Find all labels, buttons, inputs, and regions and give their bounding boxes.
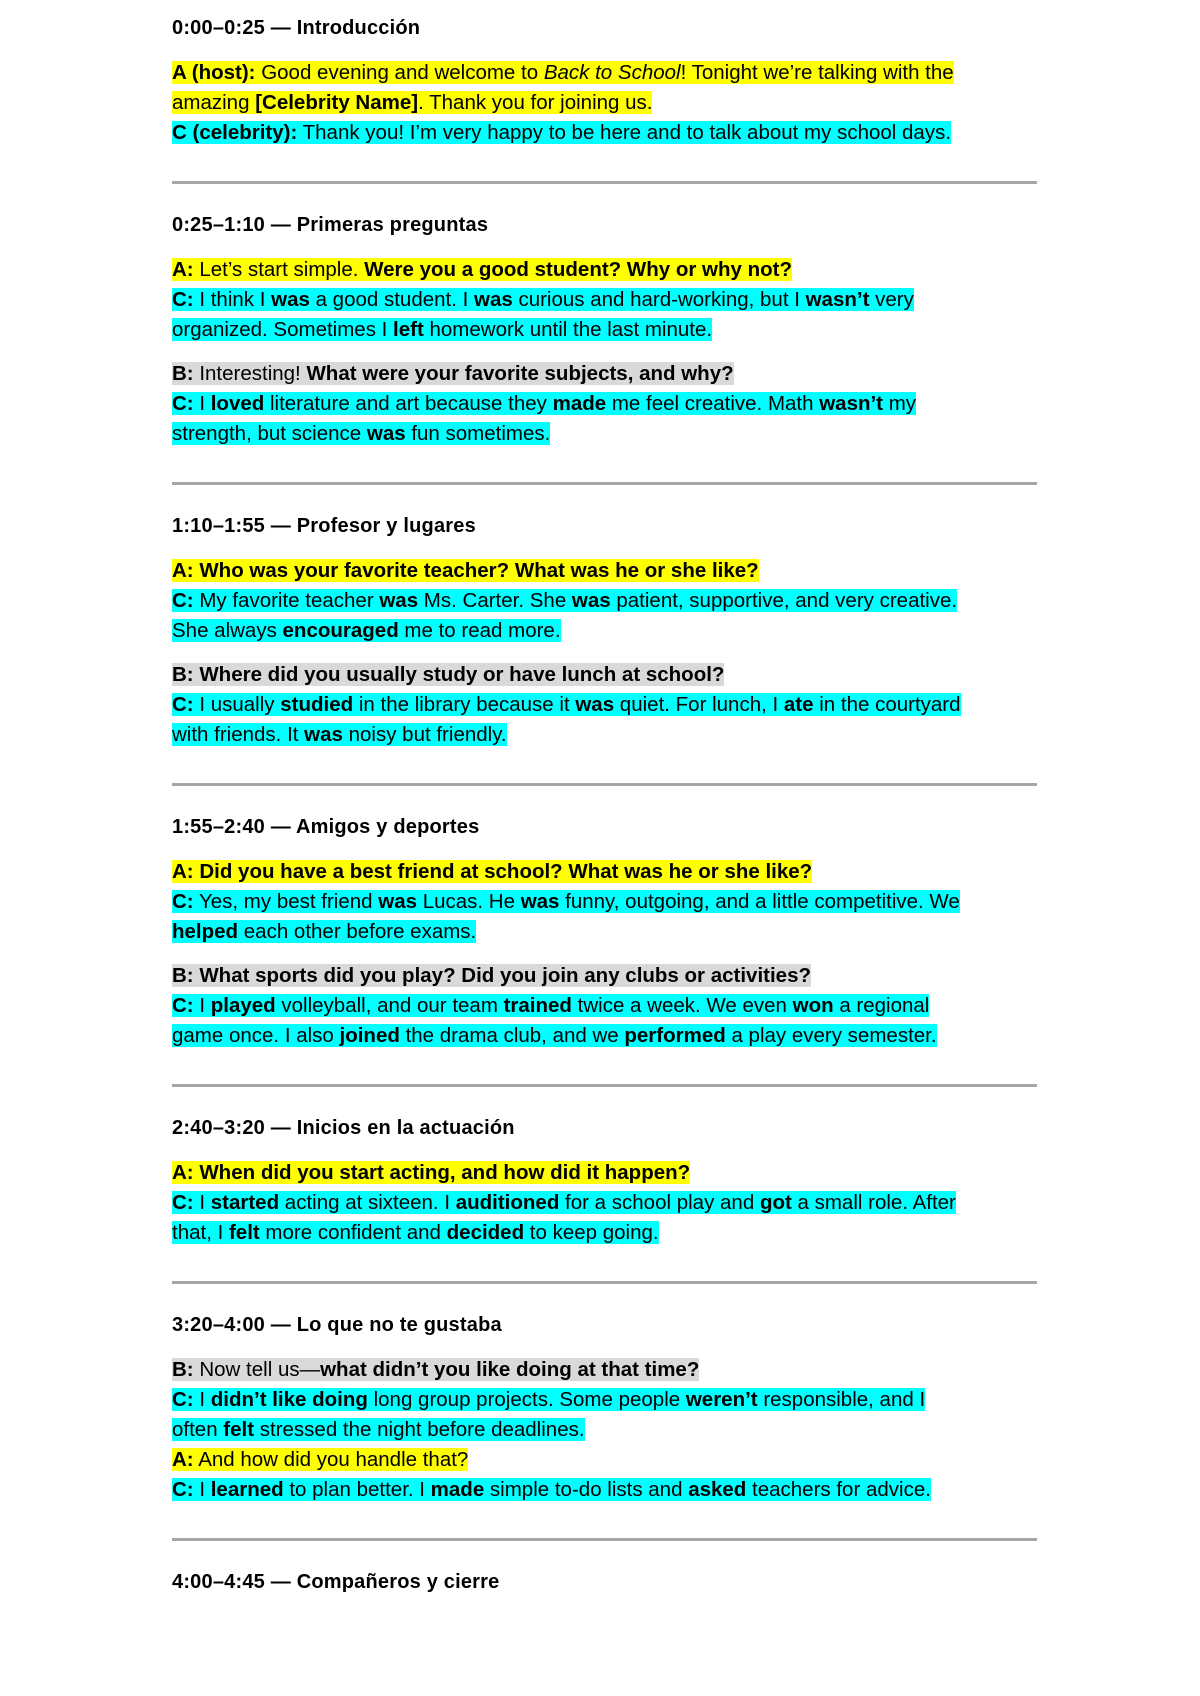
text-run: Interesting! [193,362,307,385]
text-run: I usually [193,693,281,716]
text-run: I [193,392,211,415]
text-run: often [172,1418,224,1441]
dialogue-line [172,857,1037,887]
text-run: teachers for advice. [746,1478,931,1501]
bold-text: C: [172,1478,194,1501]
text-run: acting at sixteen. I [279,1191,456,1214]
bold-text: learned [210,1478,284,1501]
text-run: me to read more. [398,619,561,642]
section-heading: 2:40–3:20 — Inicios en la actuación [172,1117,515,1139]
section [172,799,1037,1051]
text-run: for a school play and [559,1191,760,1214]
text-run: Now tell us— [193,1358,321,1381]
dialogue-line [172,1218,1037,1248]
text-run: to keep going. [524,1221,659,1244]
dialogue-line [172,1415,1037,1445]
bold-text: was [520,890,560,913]
dialogue-line [172,389,1037,419]
text-run: She always [172,619,283,642]
section-divider [172,482,1037,485]
dialogue-line [172,359,1037,389]
dialogue-line [172,1021,1037,1051]
highlight-cyan [172,723,507,746]
section-heading: 1:10–1:55 — Profesor y lugares [172,515,476,537]
section-divider [172,783,1037,786]
bold-text: joined [339,1024,400,1047]
text-run: organized. Sometimes I [172,318,394,341]
section-divider [172,181,1037,184]
text-run: Thank you! I’m very happy to be here and to talk about my school days. [297,121,952,144]
bold-text: was [571,589,611,612]
transcript-content [172,0,1037,1612]
highlight-cyan [172,1418,585,1441]
bold-text: C (celebrity): [172,121,298,144]
text-run: the drama club, and we [399,1024,625,1047]
bold-text: got [759,1191,792,1214]
text-run: I [193,1388,211,1411]
text-run: a regional [833,994,930,1017]
text-run: And how did you handle that? [193,1448,469,1471]
section-heading: 0:00–0:25 — Introducción [172,17,421,39]
highlight-gray [172,362,734,385]
bold-text: B: Where did you usually study or have lunch at school? [172,663,725,686]
dialogue-line [172,1385,1037,1415]
bold-text: A: When did you start acting, and how did it happen? [172,1161,691,1184]
section-divider [172,1538,1037,1541]
highlight-cyan [172,121,951,144]
bold-text: was [366,422,406,445]
text-run: I [193,994,211,1017]
highlight-cyan [172,318,712,341]
bold-text: loved [210,392,265,415]
bold-text: C: [172,1191,194,1214]
text-run: me feel creative. Math [606,392,820,415]
highlight-yellow [172,559,759,582]
text-run: funny, outgoing, and a little competitive. We [559,890,960,913]
bold-text: made [430,1478,485,1501]
dialogue-line [172,887,1037,917]
dialogue-block [172,660,1037,750]
text-run: fun sometimes. [405,422,551,445]
bold-text: decided [446,1221,525,1244]
italic-text: Back to School [543,61,681,84]
highlight-yellow [172,258,792,281]
text-run: more confident and [259,1221,447,1244]
bold-text: played [210,994,276,1017]
bold-text: asked [688,1478,747,1501]
text-run: simple to-do lists and [484,1478,689,1501]
dialogue-line [172,616,1037,646]
dialogue-block [172,556,1037,646]
text-run: that, I [172,1221,229,1244]
text-run: a small role. After [791,1191,956,1214]
text-run: Good evening and welcome to [255,61,544,84]
highlight-cyan [172,994,929,1017]
text-run: patient, supportive, and very creative. [610,589,958,612]
text-run: a play every semester. [725,1024,937,1047]
highlight-gray [172,663,724,686]
text-run: amazing [172,91,256,114]
dialogue-line [172,118,1037,148]
dialogue-line [172,917,1037,947]
bold-text: studied [280,693,354,716]
bold-text: C: [172,589,194,612]
highlight-cyan [172,392,916,415]
text-run: literature and art because they [264,392,553,415]
highlight-gray [172,964,811,987]
text-run: in the courtyard [813,693,961,716]
section [172,197,1037,449]
dialogue-block [172,857,1037,947]
text-run: Yes, my best friend [193,890,379,913]
highlight-gray [172,1358,699,1381]
highlight-cyan [172,589,957,612]
text-run: curious and hard-working, but I [512,288,806,311]
section-heading: 4:00–4:45 — Compañeros y cierre [172,1571,500,1593]
section [172,1554,1037,1593]
text-run: Lucas. He [417,890,521,913]
bold-text: A: Who was your favorite teacher? What was he or she like? [172,559,759,582]
dialogue-line [172,419,1037,449]
text-run: noisy but friendly. [342,723,507,746]
text-run: my [883,392,917,415]
bold-text: B: [172,362,194,385]
dialogue-line [172,586,1037,616]
bold-text: felt [228,1221,260,1244]
dialogue-block [172,58,1037,148]
dialogue-line [172,660,1037,690]
text-run: strength, but science [172,422,367,445]
highlight-cyan [172,1478,931,1501]
highlight-cyan [172,1221,659,1244]
bold-text: started [210,1191,280,1214]
dialogue-line [172,1188,1037,1218]
bold-text: left [393,318,424,341]
text-run: . Thank you for joining us. [418,91,653,114]
text-run: long group projects. Some people [367,1388,686,1411]
bold-text: C: [172,890,194,913]
section-divider [172,1281,1037,1284]
bold-text: felt [223,1418,255,1441]
bold-text: B: What sports did you play? Did you join any clubs or activities? [172,964,811,987]
dialogue-block [172,1355,1037,1505]
highlight-cyan [172,288,914,311]
dialogue-block [172,1158,1037,1248]
section-heading: 1:55–2:40 — Amigos y deportes [172,816,480,838]
bold-text: was [379,589,419,612]
bold-text: weren’t [685,1388,758,1411]
highlight-yellow [172,61,954,84]
dialogue-line [172,315,1037,345]
dialogue-line [172,1158,1037,1188]
bold-text: C: [172,994,194,1017]
text-run: to plan better. I [283,1478,431,1501]
text-run: stressed the night before deadlines. [254,1418,585,1441]
bold-text: A: Did you have a best friend at school? What was he or she like? [172,860,813,883]
bold-text: C: [172,392,194,415]
bold-text: A (host): [172,61,256,84]
dialogue-block [172,961,1037,1051]
text-run: a good student. I [309,288,474,311]
section-heading: 0:25–1:10 — Primeras preguntas [172,214,489,236]
dialogue-line [172,556,1037,586]
bold-text: wasn’t [805,288,870,311]
text-run: twice a week. We even [571,994,793,1017]
dialogue-line [172,285,1037,315]
bold-text: C: [172,288,194,311]
highlight-yellow [172,1448,468,1471]
dialogue-line [172,88,1037,118]
bold-text: [Celebrity Name] [255,91,419,114]
dialogue-line [172,255,1037,285]
text-run: game once. I also [172,1024,340,1047]
section [172,498,1037,750]
bold-text: made [552,392,607,415]
bold-text: C: [172,693,194,716]
highlight-cyan [172,920,476,943]
text-run: with friends. It [172,723,305,746]
bold-text: trained [503,994,572,1017]
section [172,1297,1037,1505]
text-run: homework until the last minute. [423,318,713,341]
dialogue-block [172,359,1037,449]
bold-text: was [304,723,343,746]
text-run: each other before exams. [238,920,477,943]
highlight-yellow [172,1161,690,1184]
highlight-yellow [172,860,812,883]
text-run: I think I [193,288,272,311]
bold-text: ate [783,693,814,716]
text-run: very [869,288,914,311]
dialogue-line [172,1445,1037,1475]
highlight-cyan [172,1191,956,1214]
dialogue-line [172,991,1037,1021]
text-run: I [193,1191,211,1214]
bold-text: was [271,288,310,311]
bold-text: was [474,288,513,311]
highlight-cyan [172,1024,937,1047]
highlight-cyan [172,890,960,913]
highlight-yellow [172,91,652,114]
bold-text: auditioned [455,1191,560,1214]
bold-text: what didn’t you like doing at that time? [320,1358,700,1381]
bold-text: What were your favorite subjects, and why? [306,362,734,385]
section [172,1100,1037,1248]
bold-text: performed [624,1024,726,1047]
bold-text: helped [172,920,239,943]
bold-text: A: [172,258,194,281]
text-run: I [193,1478,211,1501]
dialogue-line [172,961,1037,991]
highlight-cyan [172,693,961,716]
text-run: quiet. For lunch, I [614,693,784,716]
text-run: in the library because it [353,693,576,716]
dialogue-block [172,255,1037,345]
bold-text: encouraged [282,619,399,642]
bold-text: was [378,890,417,913]
bold-text: wasn’t [819,392,884,415]
dialogue-line [172,720,1037,750]
text-run: Let’s start simple. [193,258,365,281]
bold-text: Were you a good student? Why or why not? [364,258,793,281]
text-run: responsible, and I [757,1388,926,1411]
bold-text: C: [172,1388,194,1411]
bold-text: won [792,994,834,1017]
bold-text: B: [172,1358,194,1381]
text-run: ! Tonight we’re talking with the [680,61,954,84]
dialogue-line [172,58,1037,88]
bold-text: A: [172,1448,194,1471]
bold-text: didn’t like doing [210,1388,368,1411]
dialogue-line [172,1355,1037,1385]
text-run: Ms. Carter. She [418,589,572,612]
section [172,0,1037,148]
highlight-cyan [172,1388,925,1411]
text-run: My favorite teacher [193,589,380,612]
dialogue-line [172,690,1037,720]
text-run: volleyball, and our team [275,994,504,1017]
dialogue-line [172,1475,1037,1505]
highlight-cyan [172,619,561,642]
section-divider [172,1084,1037,1087]
highlight-cyan [172,422,550,445]
bold-text: was [575,693,615,716]
section-heading: 3:20–4:00 — Lo que no te gustaba [172,1314,502,1336]
